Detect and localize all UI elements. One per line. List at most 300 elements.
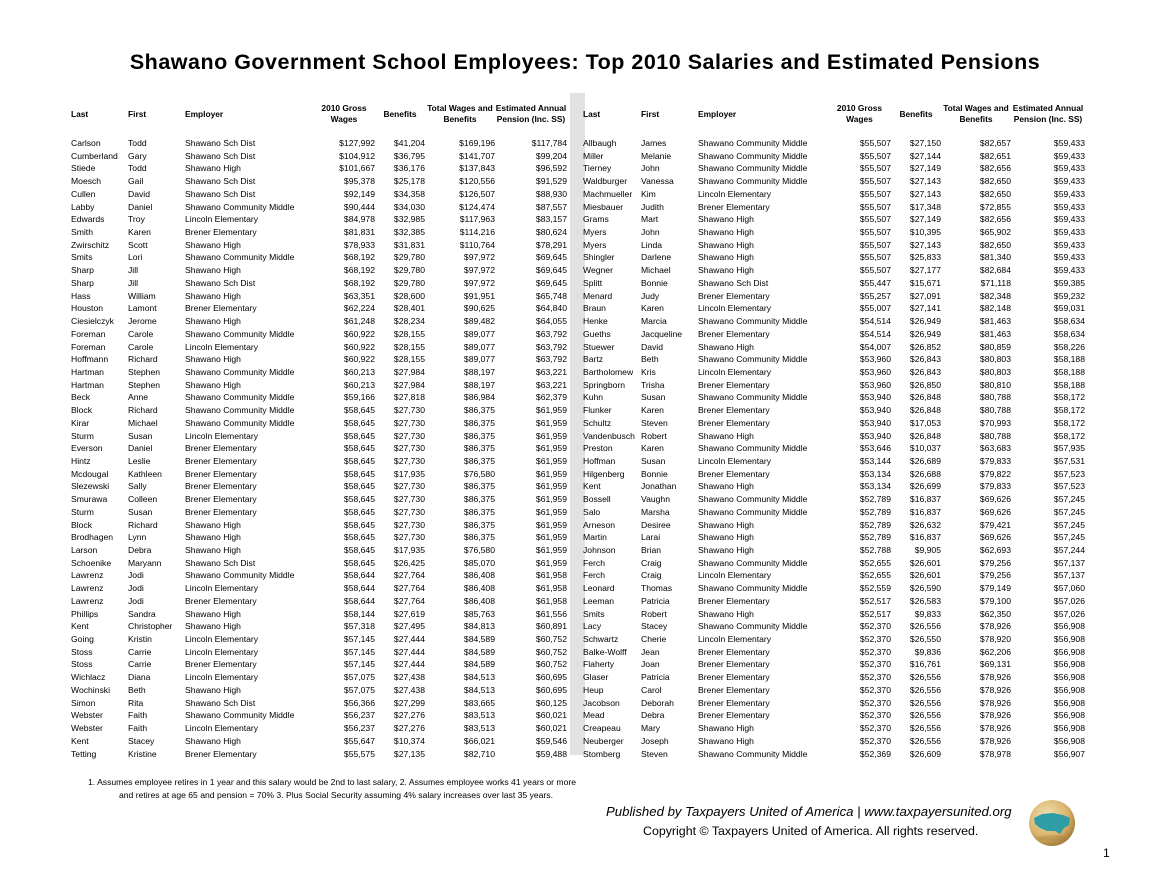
cell-benefits: $27,149 [909,163,941,174]
table-row [71,226,567,239]
cell-benefits: $27,438 [393,672,425,683]
table-row [71,480,567,493]
cell-last: Slezewski [71,481,110,492]
cell-wages: $55,507 [859,138,891,148]
cell-benefits: $27,150 [909,138,941,148]
cell-first: Beth [641,354,659,365]
globe-map-icon [1027,798,1077,848]
cell-first: Marsha [641,506,670,517]
cell-wages: $55,575 [343,748,375,759]
table-row [583,175,1085,188]
table-row [71,595,567,608]
cell-pension: $58,172 [1053,417,1085,428]
cell-wages: $58,645 [343,545,375,555]
cell-first: Joan [641,659,660,670]
cell-wages: $53,940 [859,430,891,441]
cell-pension: $58,172 [1053,430,1085,441]
cell-employer: Brener Elementary [185,443,257,454]
cell-employer: Shawano Community Middle [698,748,808,759]
cell-pension: $87,557 [535,201,567,212]
cell-total: $82,650 [979,176,1011,187]
cell-total: $69,626 [979,532,1011,543]
table-row [583,646,1085,659]
cell-benefits: $27,730 [393,506,425,517]
cell-employer: Brener Elementary [698,646,770,657]
cell-total: $97,972 [463,265,495,276]
cell-employer: Shawano Sch Dist [185,557,256,568]
copyright-line: Copyright © Taxpayers United of America. All rights reserved. [643,824,979,838]
cell-last: Lawrenz [71,583,104,594]
cell-wages: $54,514 [859,316,891,327]
cell-wages: $52,559 [859,583,891,594]
cell-last: Going [71,634,94,645]
cell-benefits: $27,444 [393,659,425,670]
table-row [583,722,1085,735]
table-row [583,658,1085,671]
cell-pension: $58,634 [1053,316,1085,327]
cell-total: $66,021 [463,735,495,746]
cell-first: Craig [641,557,662,568]
header-benefits: Benefits [899,108,933,119]
cell-benefits: $26,848 [909,430,941,441]
cell-total: $80,803 [979,366,1011,377]
cell-wages: $52,655 [859,557,891,568]
cell-benefits: $41,204 [393,138,425,148]
cell-pension: $69,645 [535,277,567,288]
cell-pension: $63,792 [535,328,567,339]
cell-benefits: $27,495 [393,621,425,632]
cell-last: Labby [71,201,95,212]
table-body-left [71,137,567,760]
cell-pension: $59,031 [1053,303,1085,314]
cell-employer: Brener Elementary [698,405,770,416]
cell-pension: $56,908 [1053,672,1085,683]
cell-pension: $69,645 [535,252,567,263]
cell-pension: $60,021 [535,723,567,734]
cell-last: Cullen [71,188,96,199]
cell-employer: Shawano High [185,532,241,543]
cell-first: Richard [128,354,158,365]
cell-pension: $61,959 [535,443,567,454]
cell-first: Bonnie [641,277,668,288]
table-row [583,251,1085,264]
cell-benefits: $26,556 [909,684,941,695]
cell-pension: $57,245 [1053,519,1085,530]
cell-total: $80,788 [979,405,1011,416]
cell-pension: $57,026 [1053,608,1085,619]
cell-last: Preston [583,443,613,454]
cell-wages: $52,370 [859,735,891,746]
cell-employer: Shawano High [185,163,241,174]
cell-last: Menard [583,290,613,301]
cell-pension: $61,959 [535,481,567,492]
cell-wages: $53,960 [859,366,891,377]
cell-employer: Shawano High [698,239,754,250]
cell-total: $81,463 [979,316,1011,327]
cell-first: Christopher [128,621,173,632]
cell-last: Sharp [71,265,94,276]
cell-pension: $59,433 [1053,176,1085,187]
cell-employer: Lincoln Elementary [698,455,772,466]
cell-total: $82,710 [463,748,495,759]
cell-wages: $55,447 [859,277,891,288]
table-row [583,582,1085,595]
cell-employer: Shawano Sch Dist [185,150,256,161]
cell-employer: Brener Elementary [698,379,770,390]
cell-wages: $63,351 [343,290,375,301]
cell-pension: $59,433 [1053,214,1085,225]
cell-employer: Shawano Community Middle [698,316,808,327]
table-row [583,684,1085,697]
cell-total: $78,926 [979,672,1011,683]
cell-pension: $61,958 [535,595,567,606]
cell-first: Robert [641,430,667,441]
cell-wages: $53,144 [859,455,891,466]
cell-wages: $55,507 [859,252,891,263]
cell-first: Marcia [641,316,667,327]
cell-employer: Shawano High [185,379,241,390]
cell-last: Edwards [71,214,105,225]
cell-wages: $60,213 [343,366,375,377]
cell-benefits: $26,689 [909,455,941,466]
cell-first: Trisha [641,379,665,390]
cell-pension: $58,188 [1053,354,1085,365]
cell-total: $79,256 [979,557,1011,568]
cell-wages: $53,646 [859,443,891,454]
cell-first: Jill [128,277,139,288]
cell-pension: $57,245 [1053,532,1085,543]
header-total: Total Wages and Benefits [427,103,493,124]
cell-benefits: $26,556 [909,710,941,721]
cell-last: Mead [583,710,605,721]
table-row [583,404,1085,417]
cell-pension: $64,840 [535,303,567,314]
cell-employer: Shawano High [698,723,754,734]
cell-benefits: $29,780 [393,265,425,276]
cell-total: $85,763 [463,608,495,619]
cell-last: Wochinski [71,684,111,695]
cell-total: $89,077 [463,354,495,365]
cell-total: $89,482 [463,316,495,327]
table-row [71,251,567,264]
cell-wages: $57,145 [343,646,375,657]
cell-wages: $55,507 [859,239,891,250]
cell-total: $86,375 [463,506,495,517]
table-row [71,557,567,570]
table-row [583,302,1085,315]
cell-pension: $62,379 [535,392,567,403]
cell-total: $88,197 [463,379,495,390]
cell-first: Susan [641,392,666,403]
cell-benefits: $17,935 [393,468,425,479]
cell-wages: $57,145 [343,659,375,670]
cell-employer: Lincoln Elementary [185,430,259,441]
cell-benefits: $26,601 [909,557,941,568]
cell-pension: $91,529 [535,176,567,187]
table-row [583,519,1085,532]
cell-first: Kim [641,188,656,199]
cell-benefits: $34,358 [393,188,425,199]
cell-total: $90,625 [463,303,495,314]
cell-total: $85,070 [463,557,495,568]
cell-last: Flunker [583,405,612,416]
cell-last: Bossell [583,494,611,505]
cell-employer: Brener Elementary [185,506,257,517]
table-row [71,162,567,175]
cell-last: Arneson [583,519,616,530]
cell-pension: $57,523 [1053,481,1085,492]
table-row [71,137,567,150]
table-row [71,442,567,455]
cell-first: Todd [128,138,147,148]
cell-pension: $58,188 [1053,366,1085,377]
cell-employer: Brener Elementary [698,201,770,212]
table-row [583,697,1085,710]
cell-total: $82,656 [979,163,1011,174]
cell-employer: Shawano High [185,545,241,555]
cell-last: Hoffmann [71,354,109,365]
cell-pension: $61,959 [535,405,567,416]
cell-last: Smurawa [71,494,108,505]
cell-wages: $52,370 [859,672,891,683]
cell-first: William [128,290,156,301]
cell-first: Kathleen [128,468,162,479]
cell-wages: $57,075 [343,684,375,695]
cell-benefits: $27,141 [909,303,941,314]
cell-pension: $80,624 [535,227,567,238]
table-row [71,277,567,290]
cell-wages: $53,960 [859,379,891,390]
cell-pension: $56,908 [1053,723,1085,734]
cell-wages: $58,644 [343,570,375,581]
table-row [583,379,1085,392]
cell-last: Waldburger [583,176,628,187]
cell-employer: Shawano High [698,214,754,225]
cell-last: Miller [583,150,604,161]
table-row [71,748,567,761]
table-row [583,557,1085,570]
table-row [71,341,567,354]
cell-total: $71,118 [980,277,1011,288]
cell-employer: Brener Elementary [698,697,770,708]
cell-pension: $56,908 [1053,621,1085,632]
cell-employer: Shawano High [185,265,241,276]
cell-employer: Shawano Community Middle [698,506,808,517]
cell-wages: $92,149 [343,188,375,199]
cell-first: Mart [641,214,659,225]
cell-pension: $58,634 [1053,328,1085,339]
cell-benefits: $27,730 [393,405,425,416]
cell-first: Lamont [128,303,157,314]
cell-employer: Shawano Sch Dist [185,176,256,187]
table-row [71,379,567,392]
cell-first: Cherie [641,634,667,645]
table-row [71,608,567,621]
table-row [583,391,1085,404]
cell-wages: $62,224 [343,303,375,314]
cell-benefits: $36,176 [393,163,425,174]
table-row [583,188,1085,201]
cell-wages: $68,192 [343,252,375,263]
cell-benefits: $26,425 [393,557,425,568]
cell-benefits: $27,143 [909,188,941,199]
cell-first: Patricia [641,672,670,683]
table-row [71,188,567,201]
cell-pension: $61,959 [535,430,567,441]
cell-first: Bonnie [641,468,668,479]
table-row [71,658,567,671]
cell-first: Craig [641,570,662,581]
cell-first: Todd [128,163,147,174]
cell-benefits: $26,609 [909,748,941,759]
cell-pension: $57,531 [1053,455,1085,466]
cell-last: Phillips [71,608,99,619]
cell-first: David [641,341,663,352]
cell-wages: $53,960 [859,354,891,365]
cell-pension: $57,245 [1053,506,1085,517]
cell-last: Smits [71,252,93,263]
cell-benefits: $26,556 [909,735,941,746]
cell-last: Lawrenz [71,570,104,581]
cell-pension: $59,433 [1053,265,1085,276]
cell-benefits: $26,556 [909,723,941,734]
table-row [71,531,567,544]
cell-total: $72,855 [979,201,1011,212]
cell-benefits: $32,985 [393,214,425,225]
cell-first: Beth [128,684,146,695]
cell-wages: $54,514 [859,328,891,339]
cell-wages: $55,257 [859,290,891,301]
cell-benefits: $27,144 [909,150,941,161]
cell-total: $82,657 [979,138,1011,148]
cell-first: Stacey [128,735,155,746]
table-row [71,239,567,252]
header-benefits: Benefits [383,108,417,119]
cell-last: Zwirschitz [71,239,110,250]
cell-wages: $52,370 [859,659,891,670]
cell-benefits: $25,178 [393,176,425,187]
cell-pension: $57,137 [1053,570,1085,581]
cell-wages: $52,370 [859,684,891,695]
cell-pension: $59,433 [1053,163,1085,174]
cell-pension: $56,908 [1053,646,1085,657]
cell-first: Mary [641,723,661,734]
cell-wages: $56,366 [343,697,375,708]
cell-benefits: $27,444 [393,634,425,645]
cell-total: $169,196 [459,138,495,148]
cell-last: Everson [71,443,103,454]
cell-last: Stoss [71,646,93,657]
table-row [583,748,1085,761]
table-row [583,417,1085,430]
cell-first: Carole [128,341,154,352]
cell-first: David [128,188,150,199]
header-employer: Employer [698,108,737,119]
cell-total: $62,350 [979,608,1011,619]
cell-last: Leeman [583,595,615,606]
cell-last: Stuewer [583,341,615,352]
cell-benefits: $9,905 [914,545,941,555]
cell-employer: Shawano Community Middle [185,710,295,721]
cell-employer: Shawano High [698,608,754,619]
cell-first: Susan [128,430,153,441]
cell-benefits: $28,155 [393,354,425,365]
cell-first: Deborah [641,697,674,708]
header-total: Total Wages and Benefits [943,103,1009,124]
cell-last: Ciesielczyk [71,316,114,327]
cell-last: Kent [71,735,89,746]
table-row [583,468,1085,481]
cell-employer: Brener Elementary [185,303,257,314]
cell-pension: $59,433 [1053,227,1085,238]
cell-wages: $58,645 [343,443,375,454]
cell-last: Bartz [583,354,604,365]
cell-last: Lacy [583,621,602,632]
cell-wages: $84,978 [343,214,375,225]
globe-map-icon-svg [1027,798,1077,848]
cell-pension: $61,959 [535,545,567,555]
cell-pension: $96,592 [535,163,567,174]
cell-employer: Shawano High [698,252,754,263]
table-row [71,391,567,404]
cell-employer: Brener Elementary [698,595,770,606]
cell-total: $86,375 [463,532,495,543]
cell-last: Kent [583,481,601,492]
cell-last: Webster [71,710,103,721]
cell-last: Johnson [583,545,616,555]
cell-wages: $52,370 [859,710,891,721]
cell-pension: $61,959 [535,468,567,479]
cell-benefits: $27,143 [909,239,941,250]
cell-pension: $59,433 [1053,201,1085,212]
cell-employer: Shawano High [185,519,241,530]
cell-benefits: $26,850 [909,379,941,390]
cell-last: Machmueller [583,188,633,199]
cell-last: Foreman [71,341,106,352]
cell-total: $80,788 [979,392,1011,403]
cell-pension: $61,959 [535,557,567,568]
cell-employer: Shawano Community Middle [185,417,295,428]
cell-pension: $58,188 [1053,379,1085,390]
cell-last: Flaherty [583,659,615,670]
cell-wages: $55,507 [859,188,891,199]
cell-wages: $52,517 [859,608,891,619]
cell-benefits: $27,619 [393,608,425,619]
cell-last: Splitt [583,277,603,288]
cell-benefits: $16,837 [909,494,941,505]
cell-pension: $59,433 [1053,239,1085,250]
cell-last: Larson [71,545,98,555]
cell-first: Scott [128,239,148,250]
cell-last: Neuberger [583,735,624,746]
cell-benefits: $26,843 [909,354,941,365]
cell-wages: $61,248 [343,316,375,327]
cell-pension: $60,125 [535,697,567,708]
cell-wages: $52,370 [859,697,891,708]
cell-wages: $60,922 [343,328,375,339]
cell-wages: $52,369 [859,748,891,759]
table-row [583,442,1085,455]
cell-pension: $60,752 [535,659,567,670]
cell-pension: $61,958 [535,583,567,594]
table-row [71,709,567,722]
table-row [71,315,567,328]
cell-total: $114,216 [459,227,495,238]
cell-wages: $58,645 [343,557,375,568]
cell-employer: Shawano Community Middle [698,621,808,632]
table-row [71,302,567,315]
cell-employer: Shawano High [185,621,241,632]
